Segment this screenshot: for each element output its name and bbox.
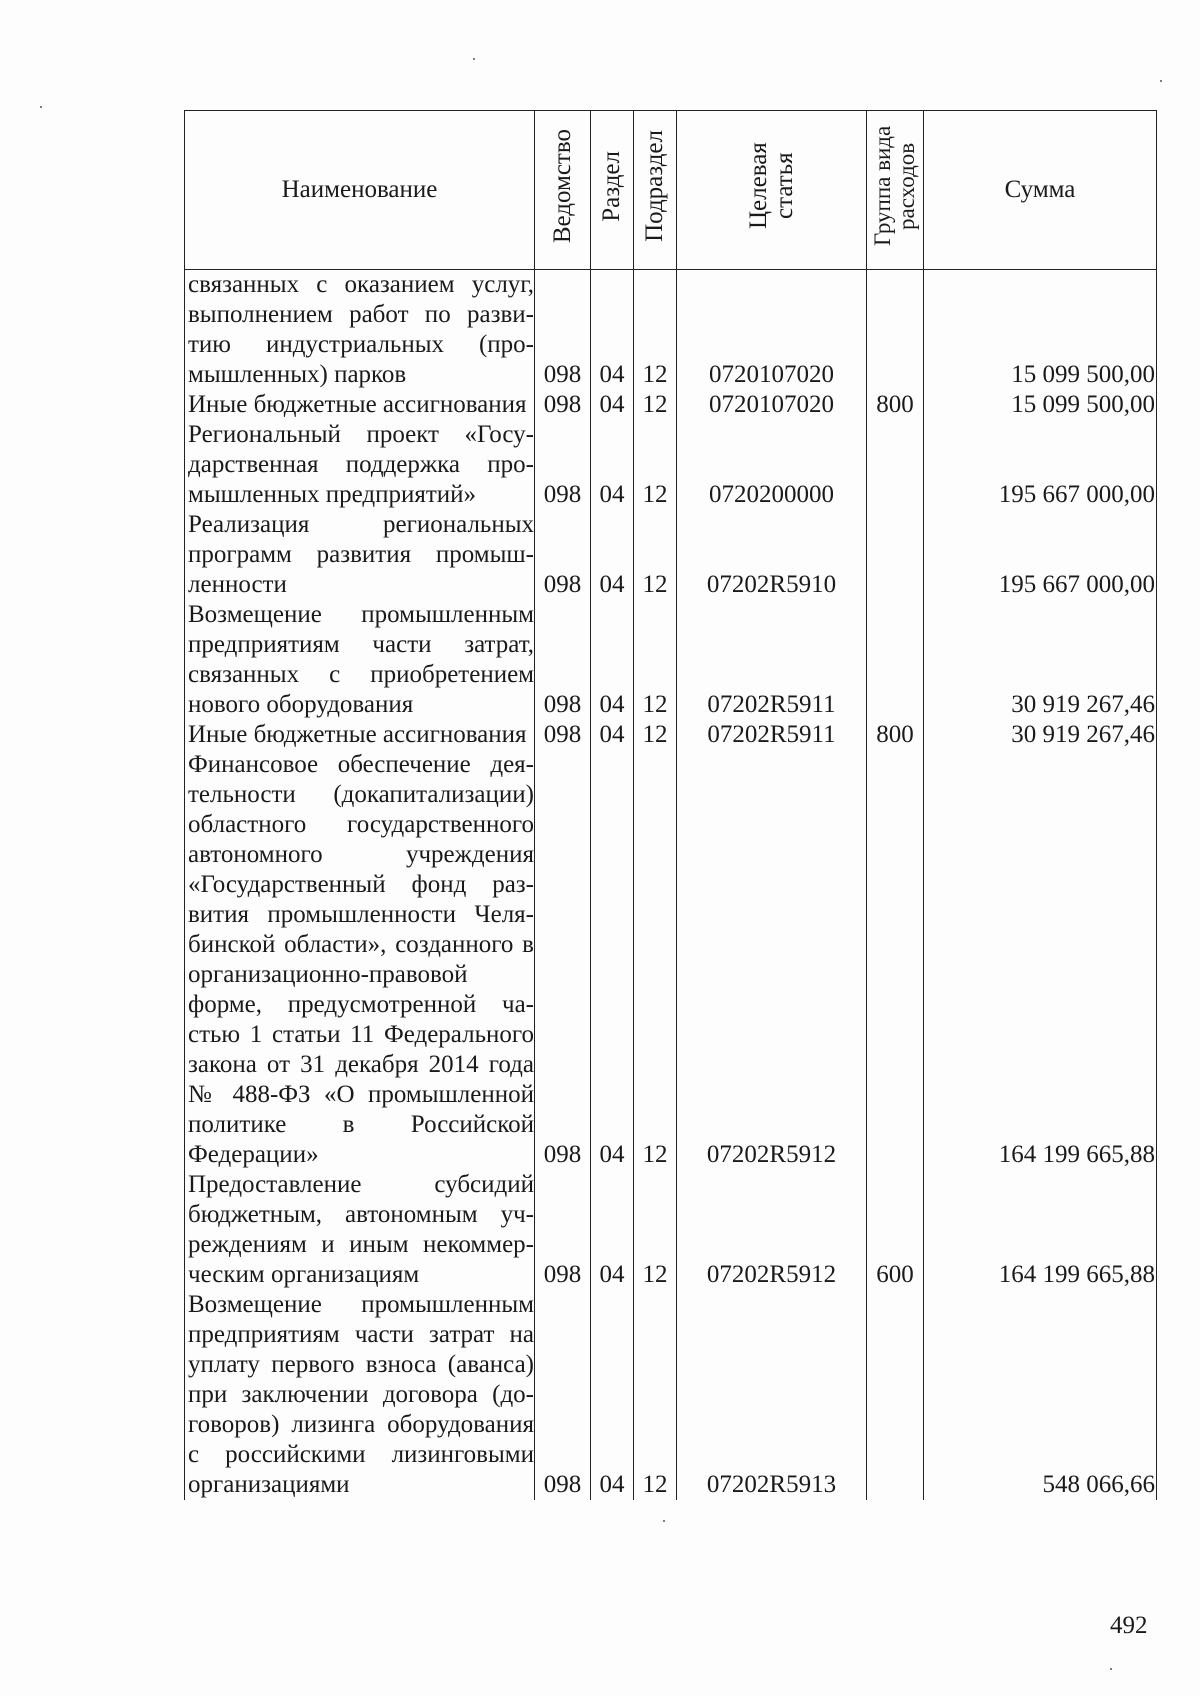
row-summa-cell: 30 919 267,46	[924, 720, 1157, 750]
row-podrazdel-cell: 12	[634, 270, 677, 391]
header-podrazdel: Подраздел	[634, 111, 677, 270]
row-razdel-cell: 04	[591, 420, 634, 510]
row-summa-cell: 195 667 000,00	[924, 510, 1157, 600]
row-razdel-cell: 04	[591, 1170, 634, 1290]
row-vedomstvo-cell: 098	[535, 600, 591, 720]
row-podrazdel-cell: 12	[634, 420, 677, 510]
row-summa-cell: 15 099 500,00	[924, 270, 1157, 391]
row-summa-cell: 15 099 500,00	[924, 390, 1157, 420]
row-gruppa-cell: 600	[867, 1170, 924, 1290]
table-row	[185, 600, 1157, 720]
row-gruppa-cell	[867, 510, 924, 600]
row-razdel-cell: 04	[591, 720, 634, 750]
scan-speck	[40, 106, 42, 108]
row-name-cell: Финансовое обеспечение деятельности (докапитализации) областного государственного автономного учреждения «Государственный фонд развития промышленности Челябинской области», созданного в организационно-правовой форме, предусмотренной частью 1 статьи 11 Федерального закона от 31 декабря 2014 года № 488-ФЗ «О промышленной политике в Российской Федерации»	[185, 750, 535, 1170]
row-summa-cell: 164 199 665,88	[924, 750, 1157, 1170]
header-razdel: Раздел	[591, 111, 634, 270]
row-name-cell: Возмещение промышленным предприятиям части затрат на уплату первого взноса (аванса) при заключении договора (договоров) лизинга оборудования с российскими лизинговыми организациями	[185, 1290, 535, 1500]
row-razdel-cell: 04	[591, 1290, 634, 1500]
row-razdel-cell: 04	[591, 510, 634, 600]
row-gruppa-cell	[867, 750, 924, 1170]
row-gruppa-cell	[867, 1290, 924, 1500]
row-tselevaya-statya-cell: 0720107020	[677, 390, 867, 420]
scan-speck	[1110, 1668, 1112, 1670]
row-tselevaya-statya-cell: 07202R5911	[677, 720, 867, 750]
row-vedomstvo-cell: 098	[535, 720, 591, 750]
table-header-row	[185, 111, 1157, 270]
row-vedomstvo-cell: 098	[535, 390, 591, 420]
header-tselevaya-statya: Целевая статья	[677, 111, 867, 270]
row-vedomstvo-cell: 098	[535, 270, 591, 391]
row-gruppa-cell	[867, 600, 924, 720]
row-razdel-cell: 04	[591, 750, 634, 1170]
scan-speck	[473, 58, 475, 60]
table-row	[185, 420, 1157, 510]
table-row	[185, 390, 1157, 420]
row-tselevaya-statya-cell: 0720200000	[677, 420, 867, 510]
row-gruppa-cell	[867, 420, 924, 510]
scan-speck	[663, 1520, 665, 1522]
row-summa-cell: 548 066,66	[924, 1290, 1157, 1500]
row-podrazdel-cell: 12	[634, 750, 677, 1170]
row-podrazdel-cell: 12	[634, 510, 677, 600]
table-row	[185, 270, 1157, 391]
row-podrazdel-cell: 12	[634, 720, 677, 750]
row-tselevaya-statya-cell: 07202R5912	[677, 750, 867, 1170]
row-summa-cell: 195 667 000,00	[924, 420, 1157, 510]
row-podrazdel-cell: 12	[634, 390, 677, 420]
header-summa: Сумма	[924, 111, 1157, 270]
page-number: 492	[1110, 1612, 1148, 1639]
header-gruppa-vida-raskhodov: Группа вида расходов	[867, 111, 924, 270]
row-summa-cell: 30 919 267,46	[924, 600, 1157, 720]
row-razdel-cell: 04	[591, 270, 634, 391]
row-gruppa-cell	[867, 270, 924, 391]
row-vedomstvo-cell: 098	[535, 750, 591, 1170]
row-vedomstvo-cell: 098	[535, 510, 591, 600]
row-tselevaya-statya-cell: 07202R5910	[677, 510, 867, 600]
row-name-cell: Иные бюджетные ассигнования	[185, 720, 535, 750]
row-name-cell: Региональный проект «Государственная поддержка промышленных предприятий»	[185, 420, 535, 510]
row-podrazdel-cell: 12	[634, 1290, 677, 1500]
row-name-cell: Предоставление субсидий бюджетным, автономным учреждениям и иным некоммерческим организациям	[185, 1170, 535, 1290]
table-row	[185, 720, 1157, 750]
row-summa-cell: 164 199 665,88	[924, 1170, 1157, 1290]
row-vedomstvo-cell: 098	[535, 1290, 591, 1500]
table-row	[185, 750, 1157, 1170]
row-gruppa-cell: 800	[867, 390, 924, 420]
row-razdel-cell: 04	[591, 600, 634, 720]
table-row	[185, 1170, 1157, 1290]
row-tselevaya-statya-cell: 07202R5911	[677, 600, 867, 720]
row-tselevaya-statya-cell: 0720107020	[677, 270, 867, 391]
row-name-cell: Иные бюджетные ассигнования	[185, 390, 535, 420]
table-row	[185, 1290, 1157, 1500]
row-vedomstvo-cell: 098	[535, 420, 591, 510]
row-name-cell: Реализация региональных программ развития промышленности	[185, 510, 535, 600]
scan-speck	[1160, 80, 1162, 82]
row-tselevaya-statya-cell: 07202R5912	[677, 1170, 867, 1290]
row-name-cell: связанных с оказанием услуг, выполнением работ по развитию индустриальных (промышленных) парков	[185, 270, 535, 391]
row-razdel-cell: 04	[591, 390, 634, 420]
header-vedomstvo: Ведомство	[535, 111, 591, 270]
budget-table	[184, 110, 1157, 1500]
row-name-cell: Возмещение промышленным предприятиям части затрат, связанных с приобретением нового оборудования	[185, 600, 535, 720]
row-vedomstvo-cell: 098	[535, 1170, 591, 1290]
row-podrazdel-cell: 12	[634, 1170, 677, 1290]
row-podrazdel-cell: 12	[634, 600, 677, 720]
header-name: Наименование	[185, 111, 535, 270]
row-tselevaya-statya-cell: 07202R5913	[677, 1290, 867, 1500]
table-row	[185, 510, 1157, 600]
row-gruppa-cell: 800	[867, 720, 924, 750]
